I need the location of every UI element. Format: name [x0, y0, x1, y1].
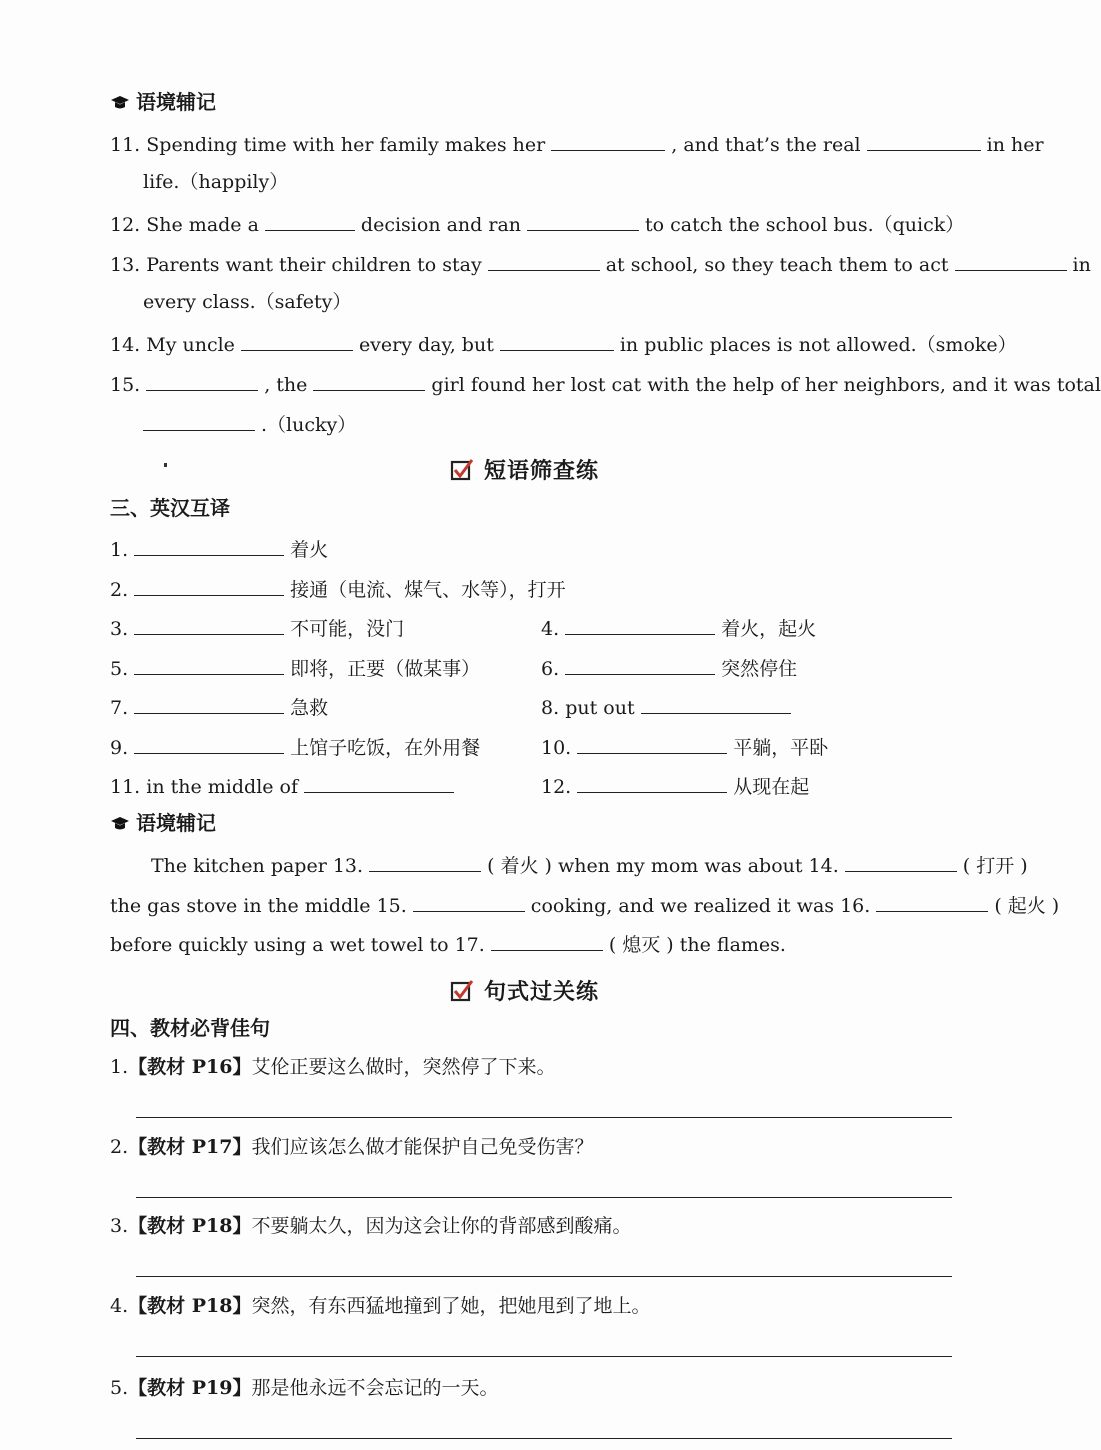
phrase-item-6: 6. 突然停住 [541, 654, 797, 681]
answer-blank[interactable] [134, 654, 284, 675]
section-heading-sentences: 句式过关练 [450, 979, 599, 1005]
answer-blank[interactable] [527, 210, 639, 231]
graduation-cap-icon [110, 95, 130, 111]
answer-blank[interactable] [134, 614, 284, 635]
answer-blank[interactable] [565, 654, 715, 675]
answer-blank[interactable] [313, 370, 425, 391]
answer-blank[interactable] [577, 772, 727, 793]
answer-blank[interactable] [876, 891, 988, 912]
answer-blank[interactable] [265, 210, 355, 231]
answer-blank[interactable] [134, 693, 284, 714]
phrase-item-9: 9. 上馆子吃饭，在外用餐 [110, 733, 480, 760]
checkbox-checked-icon [450, 458, 474, 482]
phrase-item-2: 2. 接通（电流、煤气、水等），打开 [110, 575, 566, 602]
sentence-item-1: 1.【教材 P16】艾伦正要这么做时，突然停了下来。 [110, 1056, 556, 1078]
phrase-item-12: 12. 从现在起 [541, 772, 809, 799]
answer-blank[interactable] [143, 410, 255, 431]
sentence-item-3: 3.【教材 P18】不要躺太久，因为这会让你的背部感到酸痛。 [110, 1215, 632, 1237]
answer-blank[interactable] [241, 330, 353, 351]
answer-blank[interactable] [369, 851, 481, 872]
passage-line-3: before quickly using a wet towel to 17. ( 熄灭 ) the flames. [110, 930, 786, 957]
answer-blank[interactable] [134, 575, 284, 596]
answer-blank[interactable] [577, 733, 727, 754]
phrase-item-11: 11. in the middle of [110, 772, 460, 799]
passage-line-1: The kitchen paper 13. ( 着火 ) when my mom was about 14. ( 打开 ) [151, 851, 1028, 878]
phrase-item-7: 7. 急救 [110, 693, 328, 720]
question-15: 15. , the girl found her lost cat with the help of her neighbors, and it was total [110, 370, 1101, 397]
sentence-item-4: 4.【教材 P18】突然，有东西猛地撞到了她，把她甩到了地上。 [110, 1295, 651, 1317]
answer-blank[interactable] [955, 250, 1067, 271]
context-label: 语境辅记 [110, 811, 216, 835]
question-14: 14. My uncle every day, but in public places is not allowed.（smoke） [110, 330, 1017, 357]
answer-blank[interactable] [551, 130, 665, 151]
answer-blank[interactable] [491, 930, 603, 951]
question-15-cont: .（lucky） [143, 410, 356, 437]
phrase-item-10: 10. 平躺，平卧 [541, 733, 828, 760]
section-3-title: 三、英汉互译 [110, 496, 230, 520]
answer-blank[interactable] [146, 370, 258, 391]
phrase-item-3: 3. 不可能，没门 [110, 614, 404, 641]
answer-blank[interactable] [413, 891, 525, 912]
phrase-item-8: 8. put out [541, 693, 797, 720]
answer-blank[interactable] [304, 772, 454, 793]
graduation-cap-icon [110, 816, 130, 832]
question-11-cont: life.（happily） [143, 171, 289, 193]
question-12: 12. She made a decision and ran to catch the school bus.（quick） [110, 210, 964, 237]
checkbox-checked-icon [450, 979, 474, 1003]
question-13: 13. Parents want their children to stay at school, so they teach them to act in [110, 250, 1091, 277]
sentence-item-5: 5.【教材 P19】那是他永远不会忘记的一天。 [110, 1377, 499, 1399]
phrase-item-1: 1. 着火 [110, 535, 328, 562]
answer-blank[interactable] [134, 733, 284, 754]
answer-blank[interactable] [867, 130, 981, 151]
phrase-item-4: 4. 着火，起火 [541, 614, 816, 641]
answer-blank[interactable] [845, 851, 957, 872]
passage-line-2: the gas stove in the middle 15. cooking, and we realized it was 16. ( 起火 ) [110, 891, 1059, 918]
answer-blank[interactable] [488, 250, 600, 271]
answer-line[interactable] [136, 1356, 952, 1357]
ink-speck [164, 463, 167, 467]
question-13-cont: every class.（safety） [143, 291, 352, 313]
context-label: 语境辅记 [110, 90, 216, 114]
answer-line[interactable] [136, 1438, 952, 1439]
answer-blank[interactable] [500, 330, 614, 351]
answer-line[interactable] [136, 1117, 952, 1118]
section-4-title: 四、教材必背佳句 [110, 1016, 270, 1040]
sentence-item-2: 2.【教材 P17】我们应该怎么做才能保护自己免受伤害？ [110, 1136, 594, 1158]
answer-line[interactable] [136, 1197, 952, 1198]
answer-line[interactable] [136, 1276, 952, 1277]
question-11: 11. Spending time with her family makes her , and that’s the real in her [110, 130, 1044, 157]
answer-blank[interactable] [641, 693, 791, 714]
section-heading-phrases: 短语筛查练 [450, 458, 599, 484]
phrase-item-5: 5. 即将，正要（做某事） [110, 654, 480, 681]
answer-blank[interactable] [565, 614, 715, 635]
answer-blank[interactable] [134, 535, 284, 556]
